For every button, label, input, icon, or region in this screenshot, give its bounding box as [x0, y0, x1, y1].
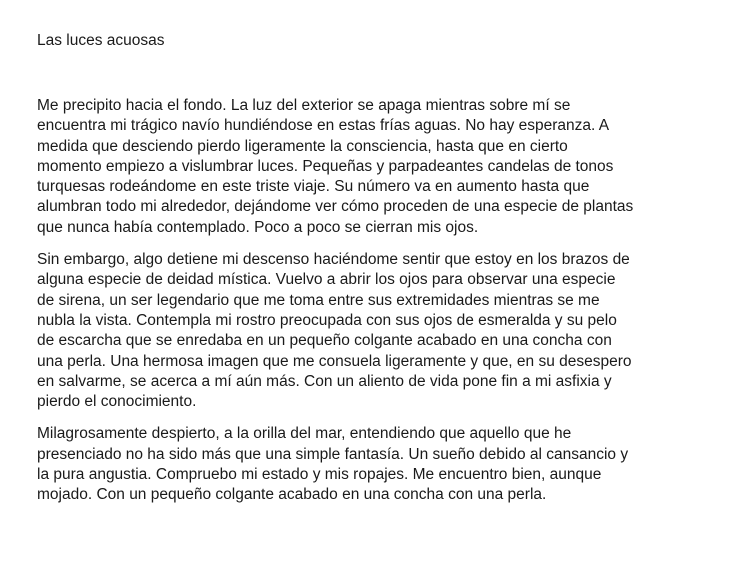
- paragraph-3: [37, 424, 717, 505]
- text-line: la pura angustia. Compruebo mi estado y mis ropajes. Me encuentro bien, aunque: [37, 466, 602, 484]
- text-line: presenciado no ha sido más que una simple fantasía. Un sueño debido al cansancio y: [37, 445, 629, 463]
- paragraph-2: [37, 250, 717, 412]
- text-line: nubla la vista. Contempla mi rostro preocupada con sus ojos de esmeralda y su pelo: [37, 311, 617, 329]
- text-line: Me precipito hacia el fondo. La luz del exterior se apaga mientras sobre mí se: [37, 97, 571, 114]
- text-line: una perla. Una hermosa imagen que me consuela ligeramente y que, en su desespero: [37, 352, 632, 370]
- text-line: pierdo el conocimiento.: [37, 393, 197, 411]
- text-line: de escarcha que se enredaba en un pequeño colgante acabado en una concha con: [37, 332, 612, 350]
- text-line: de sirena, un ser legendario que me toma entre sus extremidades mientras se me: [37, 291, 600, 309]
- text-line: encuentra mi trágico navío hundiéndose en estas frías aguas. No hay esperanza. A: [37, 117, 610, 135]
- text-line: Sin embargo, algo detiene mi descenso haciéndome sentir que estoy en los brazos de: [37, 251, 630, 269]
- text-line: alumbran todo mi alrededor, dejándome ver cómo proceden de una especie de plantas: [37, 198, 634, 216]
- document-body: [37, 96, 717, 518]
- paragraph-1: [37, 96, 717, 238]
- text-line: alguna especie de deidad mística. Vuelvo a abrir los ojos para observar una especie: [37, 271, 616, 289]
- document-title: Las luces acuosas: [37, 32, 165, 49]
- text-line: que nunca había contemplado. Poco a poco se cierran mis ojos.: [37, 218, 479, 236]
- text-line: medida que desciendo pierdo ligeramente la consciencia, hasta que en cierto: [37, 137, 568, 155]
- text-line: Milagrosamente despierto, a la orilla del mar, entendiendo que aquello que he: [37, 425, 572, 443]
- text-line: en salvarme, se acerca a mí aún más. Con un aliento de vida pone fin a mi asfixia y: [37, 372, 612, 390]
- text-line: turquesas rodeándome en este triste viaje. Su número va en aumento hasta que: [37, 178, 590, 196]
- text-line: momento empiezo a vislumbrar luces. Pequeñas y parpadeantes candelas de tonos: [37, 157, 614, 175]
- text-line: mojado. Con un pequeño colgante acabado en una concha con una perla.: [37, 486, 547, 504]
